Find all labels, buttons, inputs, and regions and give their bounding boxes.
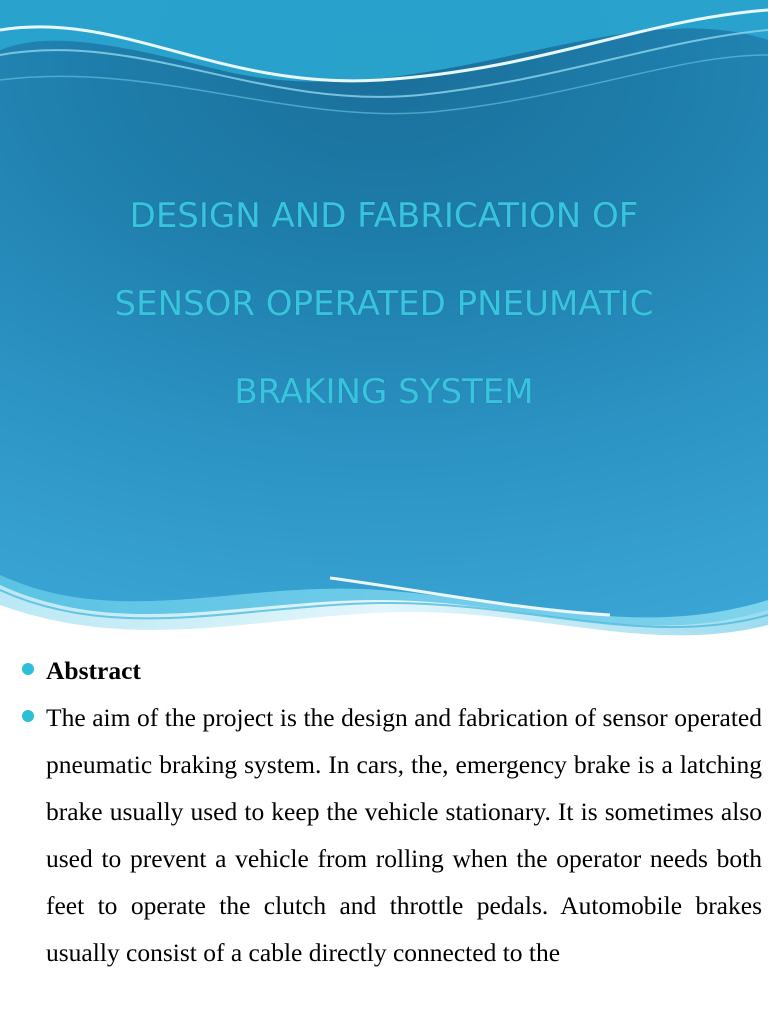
title-line-1: DESIGN AND FABRICATION OF xyxy=(129,196,639,236)
abstract-heading: Abstract xyxy=(46,656,141,685)
slide-title xyxy=(40,172,728,436)
bullet-list xyxy=(22,647,762,976)
abstract-paragraph: The aim of the project is the design and fabrication of sensor operated pneumatic braking system. In cars, the, emergency brake is a latching brake usually used to keep the vehicle stationary. It is sometimes also used to prevent a vehicle from rolling when the operator needs both feet to operate the clutch and throttle pedals. Automobile brakes usually consist of a cable directly connected to the xyxy=(46,703,762,967)
bullet-dot-icon xyxy=(22,663,34,675)
list-item xyxy=(22,647,762,694)
bullet-dot-icon xyxy=(22,710,34,722)
title-line-2: SENSOR OPERATED PNEUMATIC xyxy=(114,284,654,324)
list-item xyxy=(22,694,762,976)
title-line-3: BRAKING SYSTEM xyxy=(234,372,534,412)
